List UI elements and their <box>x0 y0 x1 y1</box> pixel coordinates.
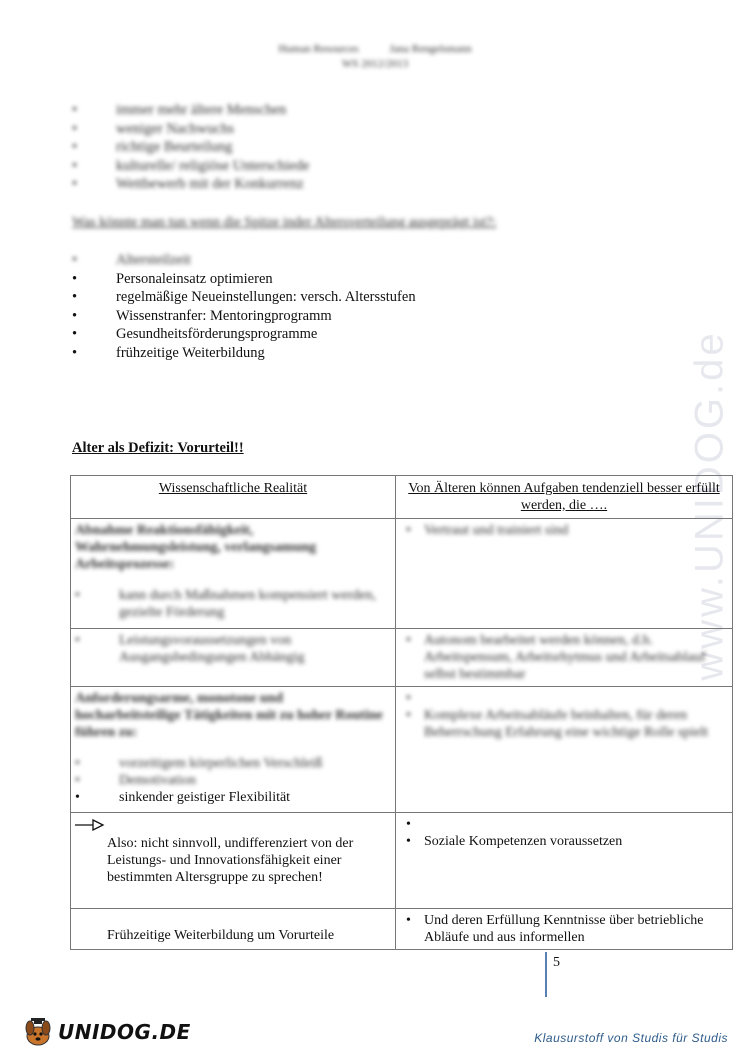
list-item: • weniger Nachwuchs <box>72 120 309 139</box>
table-header-row <box>71 476 733 519</box>
logo-text: UNIDOG.DE <box>58 1020 191 1044</box>
watermark: www.UNIDOG.de <box>687 329 732 681</box>
table-cell <box>71 813 396 909</box>
list-item <box>400 816 728 833</box>
table-cell <box>396 629 733 687</box>
list-item <box>400 690 728 707</box>
measures-list <box>72 251 416 363</box>
table-cell <box>396 813 733 909</box>
cell-title: Abnahme Reaktionsfähigkeit, Wahrnehmungsleistung, verlangsamung Arbeitsprozesse: <box>75 523 317 572</box>
table-cell <box>396 519 733 629</box>
table-cell <box>71 909 396 950</box>
col2-header: Von Älteren können Aufgaben tendenziell besser erfüllt werden, die …. <box>396 476 733 519</box>
list-item: • Komplexe Arbeitsabläufe beinhalten, für deren Beherrschung Erfahrung eine wichtige Rolle spielt <box>400 707 728 741</box>
problem-list <box>72 101 309 194</box>
dog-icon <box>22 1016 54 1048</box>
list-item: • Wissenstranfer: Mentoringprogramm <box>72 307 416 326</box>
list-item: • richtige Beurteilung <box>72 138 309 157</box>
list-item: • kann durch Maßnahmen kompensiert werden, gezielte Förderung <box>75 587 391 621</box>
page-header <box>0 42 750 72</box>
table-cell <box>71 687 396 813</box>
cell-title: Anforderungsarme, monotone und hocharbeitsteilige Tätigkeiten mit zu hoher Routine führen zu: <box>75 691 383 740</box>
list-item: • sinkender geistiger Flexibilität <box>75 789 391 806</box>
list-item: • Altersteilzeit <box>72 251 416 270</box>
arrow-right-icon <box>75 819 105 836</box>
list-item: • Leistungsvoraussetzungen von Ausgangsbedingungen Abhängig <box>75 632 391 666</box>
list-item: • Wettbewerb mit der Konkurrenz <box>72 175 309 194</box>
table-cell <box>396 909 733 950</box>
question-heading: Was könnte man tun wenn die Spitze inder Altersverteilung ausgeprägt ist?: <box>72 215 497 230</box>
section-heading: Alter als Defizit: Vorurteil!! <box>72 440 244 456</box>
page-number: 5 <box>553 955 560 970</box>
list-item: • regelmäßige Neueinstellungen: versch. Altersstufen <box>72 288 416 307</box>
list-item: • Gesundheitsförderungsprogramme <box>72 325 416 344</box>
list-item: • vorzeitigem körperlichen Verschleiß <box>75 755 391 772</box>
list-item: • kulturelle/ religiöse Unterschiede <box>72 157 309 176</box>
cell-conclusion: Also: nicht sinnvoll, undifferenziert von der Leistungs- und Innovationsfähigkeit einer bestimmten Altersgruppe zu sprechen! <box>107 836 354 885</box>
col1-header: Wissenschaftliche Realität <box>71 476 396 519</box>
table-row <box>71 687 733 813</box>
list-item: • Vertraut und trainiert sind <box>400 522 728 539</box>
list-item: • Personaleinsatz optimieren <box>72 270 416 289</box>
list-item: • frühzeitige Weiterbildung <box>72 344 416 363</box>
table-row <box>71 909 733 950</box>
table-row <box>71 813 733 909</box>
footer-tagline: Klausurstoff von Studis für Studis <box>534 1031 728 1045</box>
list-item: • Autonom bearbeitet werden können, d.h. Arbeitspensum, Arbeitsrhytmus und Arbeitsablauf selbst bestimmbar <box>400 632 728 683</box>
page-divider <box>545 952 547 997</box>
table-row <box>71 629 733 687</box>
table-cell <box>396 687 733 813</box>
header-semester: WS 2012/2013 <box>341 58 409 70</box>
list-item: • Und deren Erfüllung Kenntnisse über betriebliche Abläufe und aus informellen <box>400 912 728 946</box>
header-course: Human Resources <box>278 43 359 55</box>
header-author: Jana Rengelsmann <box>389 43 472 55</box>
table-cell <box>71 629 396 687</box>
list-item: • Soziale Kompetenzen voraussetzen <box>400 833 728 850</box>
list-item: • Demotivation <box>75 772 391 789</box>
table-cell <box>71 519 396 629</box>
cell-text: Frühzeitige Weiterbildung um Vorurteile <box>107 928 335 943</box>
comparison-table <box>70 475 733 950</box>
unidog-logo <box>22 1012 191 1052</box>
table-row <box>71 519 733 629</box>
list-item: • immer mehr ältere Menschen <box>72 101 309 120</box>
